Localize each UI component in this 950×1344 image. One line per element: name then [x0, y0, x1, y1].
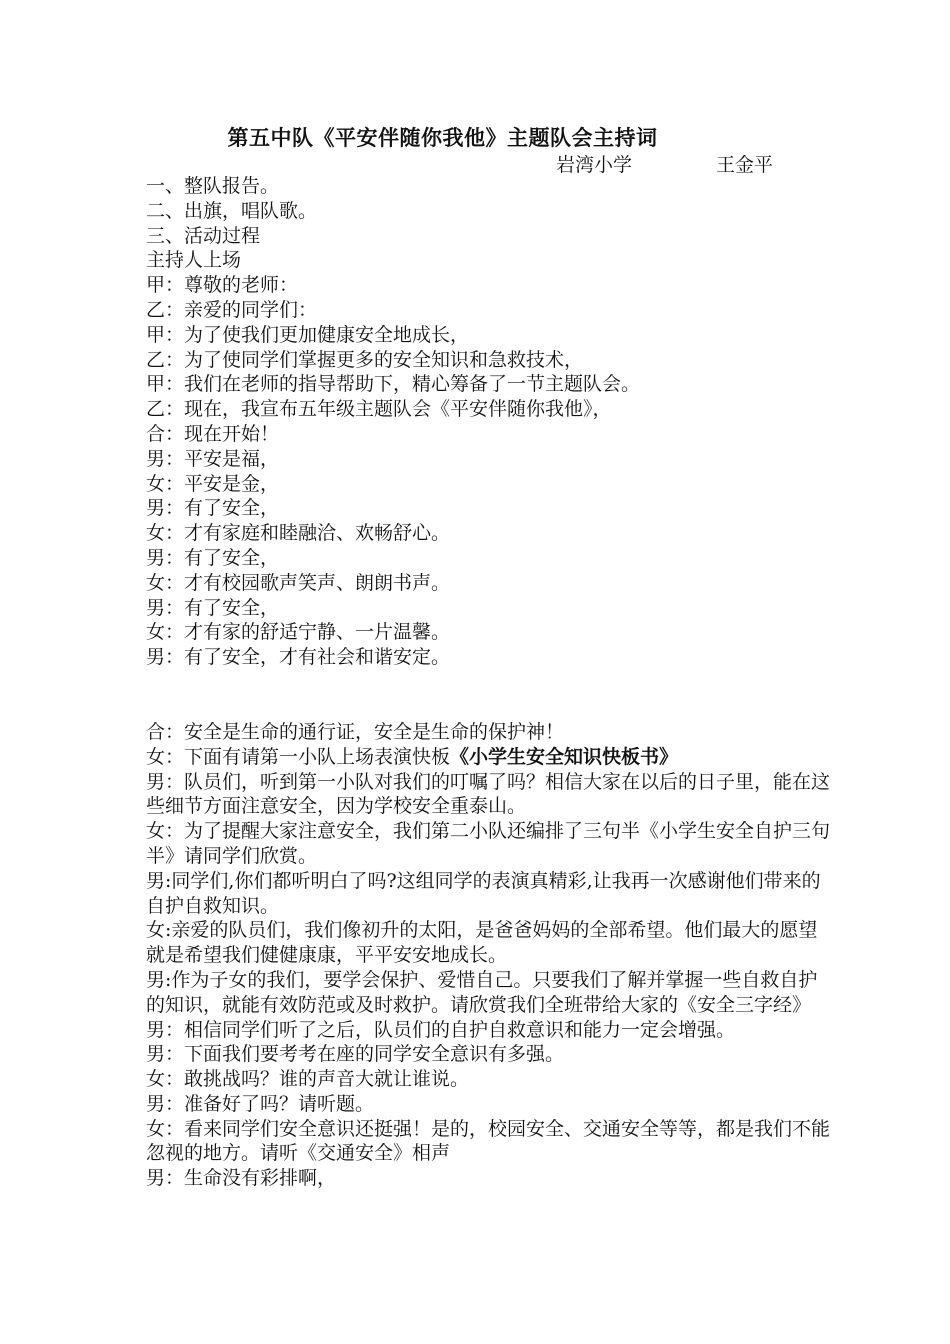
- performance-title: 《小学生安全知识快板书》: [450, 745, 679, 768]
- text-line: 女：平安是金，: [146, 472, 280, 495]
- text-line: 合：安全是生命的通行证，安全是生命的保护神！: [146, 720, 565, 743]
- text-line: 男：有了安全，: [146, 546, 280, 569]
- text-line: 女：才有校园歌声笑声、朗朗书声。: [146, 571, 451, 594]
- document-title: 第五中队《平安伴随你我他》主题队会主持词: [227, 126, 658, 150]
- text-line: 主持人上场: [146, 249, 242, 272]
- text-line: 男：平安是福，: [146, 447, 280, 470]
- text-paragraph: 男:作为子女的我们，要学会保护、爱惜自己。只要我们了解并掌握一些自救自护的知识，就能有效防范或及时救护。请欣赏我们全班带给大家的《安全三字经》: [146, 968, 818, 1016]
- text-paragraph: 男：相信同学们听了之后，队员们的自护自救意识和能力一定会增强。: [146, 1018, 736, 1041]
- text-line: 乙：为了使同学们掌握更多的安全知识和急救技术，: [146, 348, 584, 371]
- byline: [556, 150, 773, 177]
- text-line: 女：才有家庭和睦融洽、欢畅舒心。: [146, 522, 451, 545]
- text-line: 二、出旗，唱队歌。: [146, 199, 318, 222]
- document-body: [146, 174, 836, 1191]
- text-paragraph: 男：生命没有彩排啊，: [146, 1167, 337, 1190]
- text-paragraph: 女：敢挑战吗？谁的声音大就让谁说。: [146, 1068, 470, 1091]
- text-line: [146, 745, 836, 770]
- text-line: 女：才有家的舒适宁静、一片温馨。: [146, 621, 451, 644]
- text-line: 甲：为了使我们更加健康安全地成长，: [146, 323, 470, 346]
- text-line: 乙：亲爱的同学们：: [146, 298, 318, 321]
- text-paragraph: 女:亲爱的队员们，我们像初升的太阳，是爸爸妈妈的全部希望。他们最大的愿望就是希望我们健健康康，平平安安地成长。: [146, 919, 818, 967]
- text-line: 男：有了安全，才有社会和谐安定。: [146, 646, 451, 669]
- text-paragraph: 男：准备好了吗？请听题。: [146, 1092, 375, 1115]
- text-line: 男：有了安全，: [146, 596, 280, 619]
- blank-space: [146, 670, 836, 720]
- text-line: 一、整队报告。: [146, 175, 280, 197]
- text-line: 甲：我们在老师的指导帮助下，精心筹备了一节主题队会。: [146, 373, 641, 396]
- text-paragraph: 男：队员们，听到第一小队对我们的叮嘱了吗？相信大家在以后的日子里，能在这些细节方面注意安全，因为学校安全重泰山。: [146, 770, 831, 818]
- text-line: 男：有了安全，: [146, 497, 280, 520]
- author-name: 王金平: [716, 154, 774, 176]
- text-line: 合：现在开始！: [146, 422, 280, 445]
- text-paragraph: 男:同学们,你们都听明白了吗?这组同学的表演真精彩,让我再一次感谢他们带来的自护自救知识。: [146, 869, 821, 917]
- school-name: 岩湾小学: [556, 154, 633, 176]
- text-paragraph: 男：下面我们要考考在座的同学安全意识有多强。: [146, 1043, 565, 1066]
- text-line: 三、活动过程: [146, 224, 261, 247]
- invite-text: 女：下面有请第一小队上场表演快板: [146, 745, 451, 768]
- text-line: 乙：现在，我宣布五年级主题队会《平安伴随你我他》，: [146, 398, 612, 421]
- text-paragraph: 女：看来同学们安全意识还挺强！是的，校园安全、交通安全等等，都是我们不能忽视的地方。请听《交通安全》相声: [146, 1117, 831, 1165]
- text-paragraph: 女：为了提醒大家注意安全，我们第二小队还编排了三句半《小学生安全自护三句半》请同学们欣赏。: [146, 820, 831, 867]
- text-line: 甲：尊敬的老师：: [146, 274, 299, 297]
